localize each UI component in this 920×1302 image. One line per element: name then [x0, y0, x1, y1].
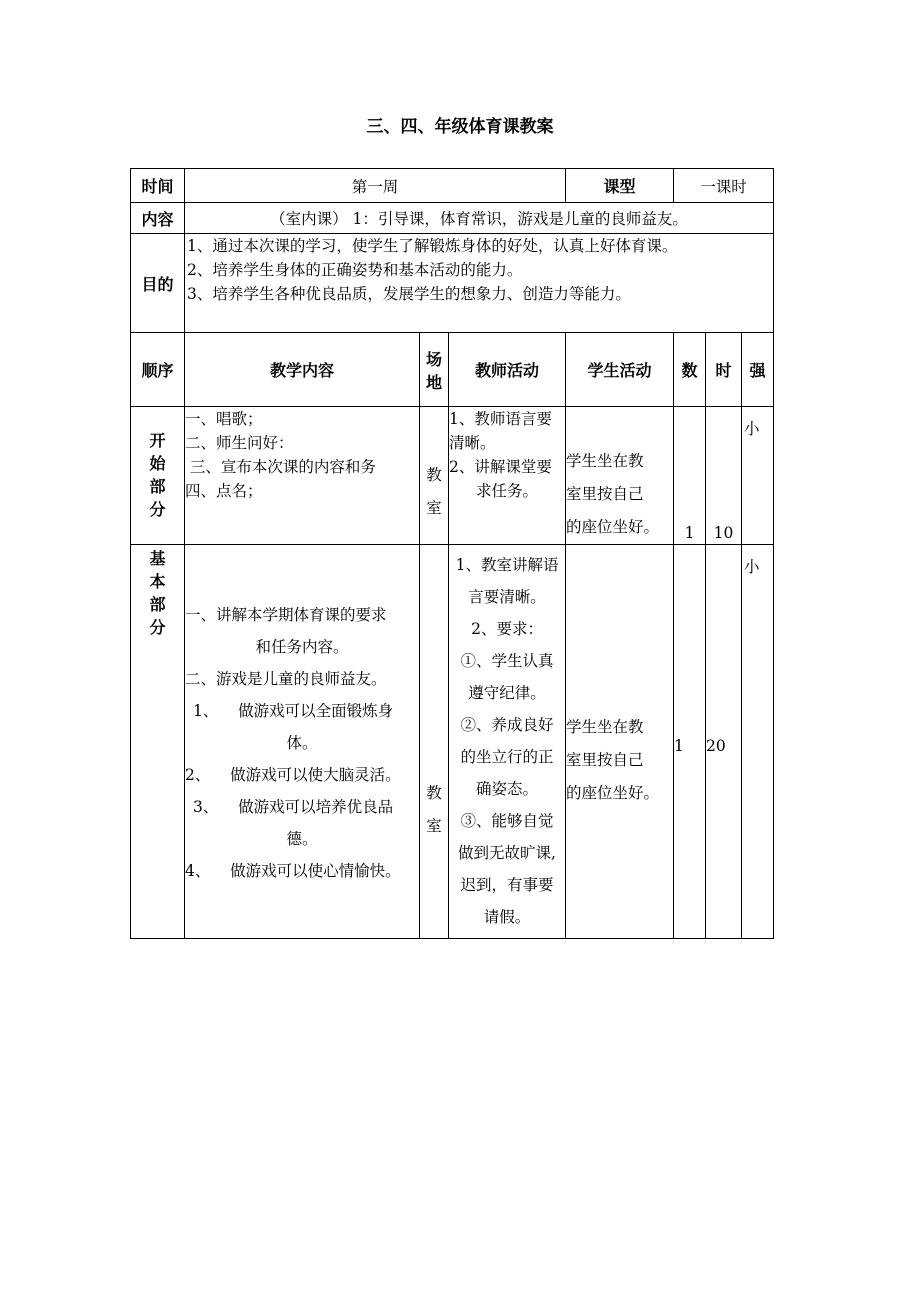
- content-value: （室内课） 1：引导课，体育常识，游戏是儿童的良师益友。: [185, 203, 774, 234]
- lesson-type-label: 课型: [566, 169, 674, 203]
- content-header: 教学内容: [185, 333, 420, 407]
- content-label: 内容: [131, 203, 185, 234]
- order-header: 顺序: [131, 333, 185, 407]
- goal-item: 2、培养学生身体的正确姿势和基本活动的能力。: [187, 261, 523, 279]
- goal-label: 目的: [131, 234, 185, 333]
- start-venue: 教 室: [420, 407, 449, 545]
- basic-section-label: 基 本 部 分: [131, 545, 185, 939]
- basic-count: 1: [674, 545, 706, 939]
- student-activity-header: 学生活动: [566, 333, 674, 407]
- basic-teacher-activity: 1、教室讲解语 言要清晰。 2、要求： ①、学生认真 遵守纪律。 ②、养成良好 的坐立行的正 确姿态。 ③、能够自觉 做到无故旷课, 迟到，有事要 请假。: [449, 545, 566, 939]
- start-content: 一、唱歌； 二、师生问好： 三、宣布本次课的内容和务 四、点名；: [185, 407, 420, 545]
- start-section-row: [131, 407, 774, 545]
- basic-intensity: 小: [742, 545, 774, 939]
- start-teacher-activity: 1、教师语言要 清晰。 2、讲解课堂要 求任务。: [449, 407, 566, 545]
- venue-header: 场 地: [420, 333, 449, 407]
- basic-section-row: [131, 545, 774, 939]
- teacher-activity-header: 教师活动: [449, 333, 566, 407]
- basic-student-activity: 学生坐在教 室里按自己 的座位坐好。: [566, 545, 674, 939]
- goal-row: [131, 234, 774, 333]
- start-student-activity: 学生坐在教 室里按自己 的座位坐好。: [566, 407, 674, 545]
- goal-item: 1、通过本次课的学习，使学生了解锻炼身体的好处，认真上好体育课。: [187, 237, 678, 255]
- time-value: 第一周: [185, 169, 566, 203]
- intensity-header: 强: [742, 333, 774, 407]
- goal-item: 3、培养学生各种优良品质，发展学生的想象力、创造力等能力。: [187, 285, 631, 303]
- count-header: 数: [674, 333, 706, 407]
- page-title: 三、四、年级体育课教案: [366, 117, 554, 137]
- time-row: [131, 169, 774, 203]
- lesson-type-value: 一课时: [674, 169, 774, 203]
- start-intensity: 小: [742, 407, 774, 545]
- start-time: 10: [706, 407, 742, 545]
- start-section-label: 开 始 部 分: [131, 407, 185, 545]
- basic-time: 20: [706, 545, 742, 939]
- start-count: 1: [674, 407, 706, 545]
- basic-content: 一、讲解本学期体育课的要求 和任务内容。 二、游戏是儿童的良师益友。 1、 做游戏可以全面锻炼身 体。 2、 做游戏可以使大脑灵活。 3、 做游戏可以培养优良品 德。 4、 做游戏可以使心情愉快。: [185, 545, 420, 939]
- lesson-plan-table: [130, 168, 774, 939]
- content-row: [131, 203, 774, 234]
- goal-list: [185, 234, 774, 333]
- time-header: 时: [706, 333, 742, 407]
- basic-venue: 教 室: [420, 545, 449, 939]
- column-header-row: [131, 333, 774, 407]
- time-label: 时间: [131, 169, 185, 203]
